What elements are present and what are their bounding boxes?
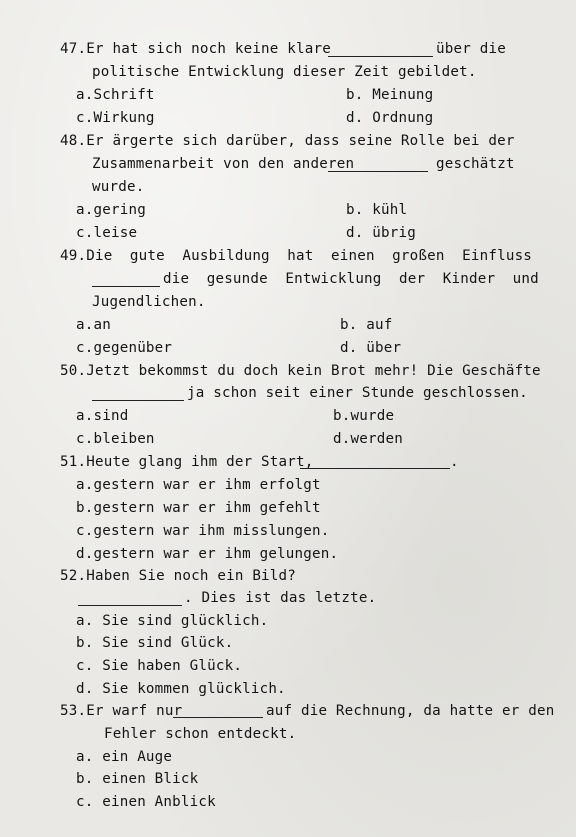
question-51-line-1: 51.Heute glang ihm der Start, — [60, 454, 314, 470]
question-49-line-3: Jugendlichen. — [92, 294, 206, 310]
answer-blank — [92, 400, 184, 401]
answer-blank — [78, 605, 182, 606]
answer-blank — [92, 286, 160, 287]
question-47-line-1: 47.Er hat sich noch keine klare — [60, 41, 331, 57]
option-a: a. Sie sind glücklich. — [76, 613, 269, 629]
question-48-line-2-end: geschätzt — [436, 156, 515, 172]
option-d: d. übrig — [346, 225, 416, 241]
option-d: d. Sie kommen glücklich. — [76, 681, 286, 697]
question-47-line-2: politische Entwicklung dieser Zeit gebildet. — [92, 64, 477, 80]
option-c: c.Wirkung — [76, 110, 155, 126]
question-50-line-2: ja schon seit einer Stunde geschlossen. — [187, 385, 528, 401]
question-53-line-2: Fehler schon entdeckt. — [104, 726, 297, 742]
question-48-line-2: Zusammenarbeit von den anderen — [92, 156, 355, 172]
option-a: a.gestern war er ihm erfolgt — [76, 477, 321, 493]
question-52-line-1: 52.Haben Sie noch ein Bild? — [60, 568, 297, 584]
question-50-line-1: 50.Jetzt bekommst du doch kein Brot mehr! Die Geschäfte — [60, 363, 541, 379]
answer-blank — [328, 56, 433, 57]
question-52-line-2: . Dies ist das letzte. — [184, 590, 377, 606]
option-c: c.bleiben — [76, 431, 155, 447]
question-53-line-1: 53.Er warf nur — [60, 703, 183, 719]
option-c: c.leise — [76, 225, 138, 241]
option-d: d. über — [340, 340, 402, 356]
option-d: d. Ordnung — [346, 110, 434, 126]
answer-blank — [173, 717, 263, 718]
question-53-line-1-end: auf die Rechnung, da hatte er den — [266, 703, 555, 719]
option-c: c. einen Anblick — [76, 794, 216, 810]
option-b: b. einen Blick — [76, 771, 199, 787]
option-a: a.gering — [76, 202, 146, 218]
option-a: a.Schrift — [76, 87, 155, 103]
option-b: b. auf — [340, 317, 393, 333]
option-b: b. kühl — [346, 202, 408, 218]
option-a: a.sind — [76, 408, 129, 424]
question-49-line-1: 49.Die gute Ausbildung hat einen großen Einfluss — [60, 248, 533, 264]
question-49-line-2: die gesunde Entwicklung der Kinder und — [163, 271, 539, 287]
option-d: d.gestern war er ihm gelungen. — [76, 546, 339, 562]
option-b: b. Sie sind Glück. — [76, 635, 234, 651]
answer-blank — [300, 468, 450, 469]
answer-blank — [328, 171, 428, 172]
option-c: c.gestern war ihm misslungen. — [76, 523, 330, 539]
option-c: c. Sie haben Glück. — [76, 658, 243, 674]
option-a: a.an — [76, 317, 111, 333]
option-a: a. ein Auge — [76, 749, 173, 765]
option-c: c.gegenüber — [76, 340, 173, 356]
option-d: d.werden — [333, 431, 403, 447]
question-47-line-1-end: über die — [436, 41, 506, 57]
question-51-line-1-end: . — [450, 454, 459, 470]
option-b: b.wurde — [333, 408, 395, 424]
option-b: b.gestern war er ihm gefehlt — [76, 500, 321, 516]
option-b: b. Meinung — [346, 87, 434, 103]
question-48-line-1: 48.Er ärgerte sich darüber, dass seine Rolle bei der — [60, 133, 515, 149]
question-48-line-3: wurde. — [92, 179, 145, 195]
